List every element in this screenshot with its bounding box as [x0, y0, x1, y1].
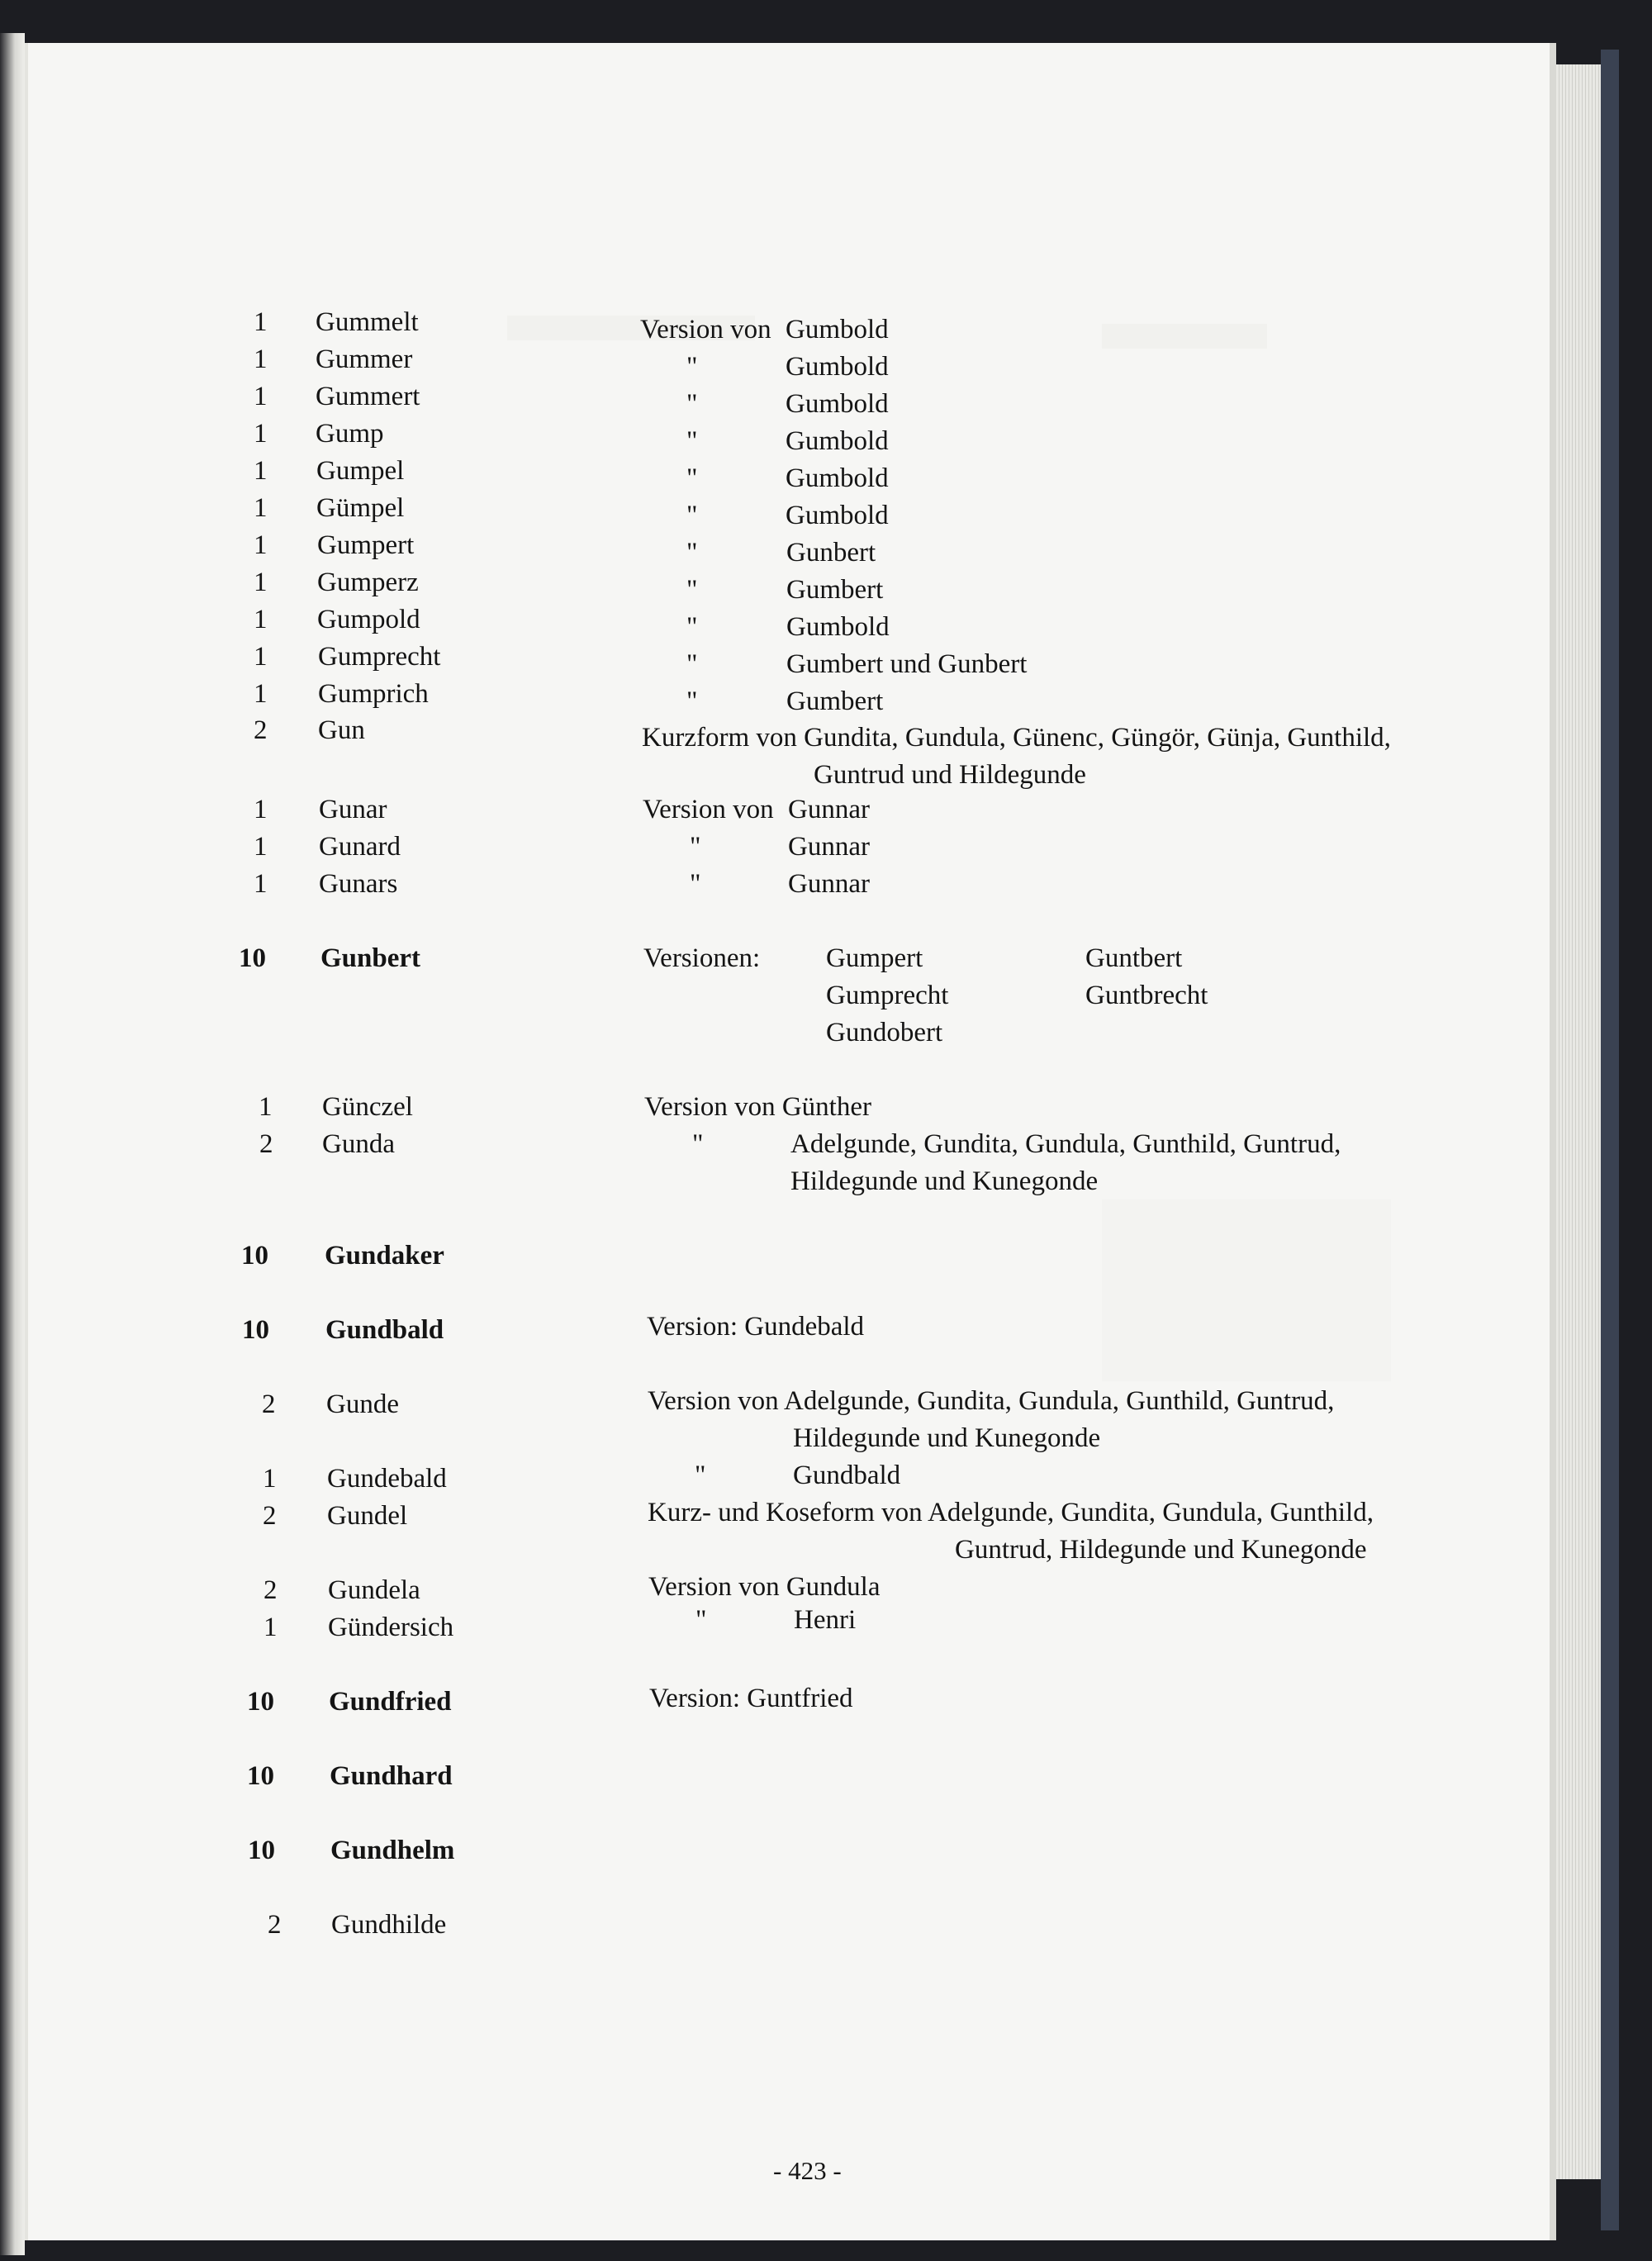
- entry-name: Gundela: [328, 1575, 420, 1605]
- entry-count: 10: [242, 1315, 269, 1345]
- entry-count: 2: [262, 1389, 276, 1419]
- entry-name: Gunde: [326, 1389, 399, 1419]
- entry-name: Gun: [318, 715, 365, 745]
- entry-name: Gummer: [316, 344, 413, 374]
- entry-name: Gumprich: [318, 679, 429, 709]
- entry-name: Gümpel: [316, 493, 405, 523]
- ditto-mark: ": [686, 649, 698, 679]
- entry-desc-cont: Hildegunde und Kunegonde: [793, 1423, 1101, 1453]
- entry-name: Gumprecht: [318, 642, 441, 672]
- entry-count: 1: [254, 869, 268, 899]
- entry-count: 1: [254, 795, 268, 824]
- book-left-edge: [0, 33, 25, 2255]
- entry-count: 1: [254, 493, 268, 523]
- ditto-mark: ": [695, 1461, 706, 1490]
- entry-count: 1: [254, 642, 268, 672]
- entry-count: 1: [259, 1092, 273, 1122]
- entry-name: Gunda: [322, 1129, 395, 1159]
- entry-desc: Version von: [640, 315, 771, 344]
- entry-count: 2: [268, 1910, 282, 1940]
- entry-count: 10: [239, 943, 266, 973]
- ditto-mark: ": [686, 426, 698, 456]
- entry-name: Gundbald: [325, 1315, 444, 1345]
- entry-name: Gundhilde: [331, 1910, 447, 1940]
- entry-ref: Gumbold: [786, 426, 889, 456]
- entry-name: Günczel: [322, 1092, 413, 1122]
- entry-desc: Version von Gundula: [648, 1572, 881, 1602]
- entry-count: 1: [254, 382, 268, 411]
- entry-desc: Kurz- und Koseform von Adelgunde, Gundita, Gundula, Gunthild,: [648, 1498, 1374, 1527]
- entry-name: Gummelt: [316, 307, 419, 337]
- version-item: Guntbert: [1085, 943, 1183, 973]
- version-item: Guntbrecht: [1085, 981, 1208, 1010]
- entry-desc: Version: Guntfried: [649, 1684, 853, 1713]
- entry-name: Gunars: [319, 869, 398, 899]
- entry-count: 1: [263, 1464, 277, 1494]
- entry-count: 2: [263, 1575, 278, 1605]
- entry-ref: Gumbert: [786, 686, 884, 716]
- ditto-mark: ": [686, 538, 698, 568]
- entry-count: 1: [254, 419, 268, 449]
- entry-count: 10: [247, 1761, 274, 1791]
- entry-name: Gunbert: [320, 943, 421, 973]
- entry-ref: Gumbold: [786, 389, 889, 419]
- entry-count: 1: [254, 568, 268, 597]
- entry-count: 2: [254, 715, 268, 745]
- entry-count: 1: [254, 530, 268, 560]
- ditto-mark: ": [686, 463, 698, 493]
- entry-name: Gumpel: [316, 456, 405, 486]
- entry-desc: Version von Adelgunde, Gundita, Gundula, Gunthild, Guntrud,: [648, 1386, 1335, 1416]
- entry-ref: Gundbald: [793, 1461, 901, 1490]
- entry-count: 1: [254, 832, 268, 862]
- entry-ref: Adelgunde, Gundita, Gundula, Gunthild, Guntrud,: [790, 1129, 1341, 1159]
- entry-name: Gundel: [327, 1501, 408, 1531]
- book-cover-edge: [1601, 50, 1619, 2230]
- entry-ref: Gumbert und Gunbert: [786, 649, 1028, 679]
- entry-name: Gündersich: [328, 1613, 454, 1642]
- ditto-mark: ": [686, 501, 698, 530]
- entry-count: 10: [241, 1241, 268, 1271]
- version-item: Gumprecht: [826, 981, 949, 1010]
- ditto-mark: ": [686, 686, 698, 716]
- entry-name: Gumperz: [317, 568, 419, 597]
- entry-desc-cont: Guntrud und Hildegunde: [814, 760, 1086, 790]
- entry-name: Gummert: [316, 382, 420, 411]
- entry-desc: Version: Gundebald: [647, 1312, 865, 1342]
- entry-ref: Henri: [794, 1605, 857, 1635]
- ditto-mark: ": [695, 1605, 707, 1635]
- entry-ref: Gumbold: [786, 501, 889, 530]
- entry-ref: Gunnar: [788, 869, 870, 899]
- version-item: Gundobert: [826, 1018, 943, 1047]
- ditto-mark: ": [690, 832, 701, 862]
- entry-name: Gundebald: [327, 1464, 447, 1494]
- entry-desc: Versionen:: [643, 943, 761, 973]
- entry-count: 1: [254, 679, 268, 709]
- entry-ref: Gumbold: [786, 463, 889, 493]
- entry-ref-cont: Hildegunde und Kunegonde: [790, 1166, 1099, 1196]
- entry-count: 1: [254, 344, 268, 374]
- ditto-mark: ": [686, 352, 698, 382]
- ditto-mark: ": [686, 389, 698, 419]
- version-item: Gumpert: [826, 943, 923, 973]
- entry-name: Gumpold: [317, 605, 420, 634]
- entry-desc: Kurzform von Gundita, Gundula, Günenc, Güngör, Günja, Gunthild,: [642, 723, 1391, 753]
- entry-count: 1: [263, 1613, 278, 1642]
- entry-count: 1: [254, 456, 268, 486]
- entry-ref: Gumbold: [786, 612, 890, 642]
- ditto-mark: ": [686, 612, 698, 642]
- entry-count: 2: [263, 1501, 277, 1531]
- entry-desc: Version von Günther: [644, 1092, 871, 1122]
- entry-name: Gumpert: [317, 530, 415, 560]
- page-stack-edge: [1553, 64, 1601, 2179]
- entry-name: Gump: [316, 419, 384, 449]
- ditto-mark: ": [692, 1129, 704, 1159]
- entry-ref: Gumbert: [786, 575, 884, 605]
- entry-name: Gunard: [319, 832, 401, 862]
- ditto-mark: ": [690, 869, 701, 899]
- entry-name: Gundfried: [329, 1687, 452, 1717]
- entry-count: 10: [247, 1687, 274, 1717]
- entry-ref: Gunbert: [786, 538, 876, 568]
- entry-count: 10: [248, 1836, 275, 1865]
- book-page: [25, 43, 1556, 2240]
- entry-count: 2: [259, 1129, 273, 1159]
- entry-ref: Gumbold: [786, 315, 889, 344]
- entry-ref: Gunnar: [788, 795, 870, 824]
- entry-name: Gundhard: [330, 1761, 453, 1791]
- entry-name: Gundhelm: [330, 1836, 455, 1865]
- entry-desc: Version von: [643, 795, 774, 824]
- entry-count: 1: [254, 605, 268, 634]
- page-number: - 423 -: [773, 2156, 842, 2185]
- entry-name: Gunar: [319, 795, 387, 824]
- entry-count: 1: [254, 307, 268, 337]
- entry-name: Gundaker: [325, 1241, 444, 1271]
- entry-ref: Gumbold: [786, 352, 889, 382]
- ditto-mark: ": [686, 575, 698, 605]
- entry-desc-cont: Guntrud, Hildegunde und Kunegonde: [955, 1535, 1367, 1565]
- entry-ref: Gunnar: [788, 832, 870, 862]
